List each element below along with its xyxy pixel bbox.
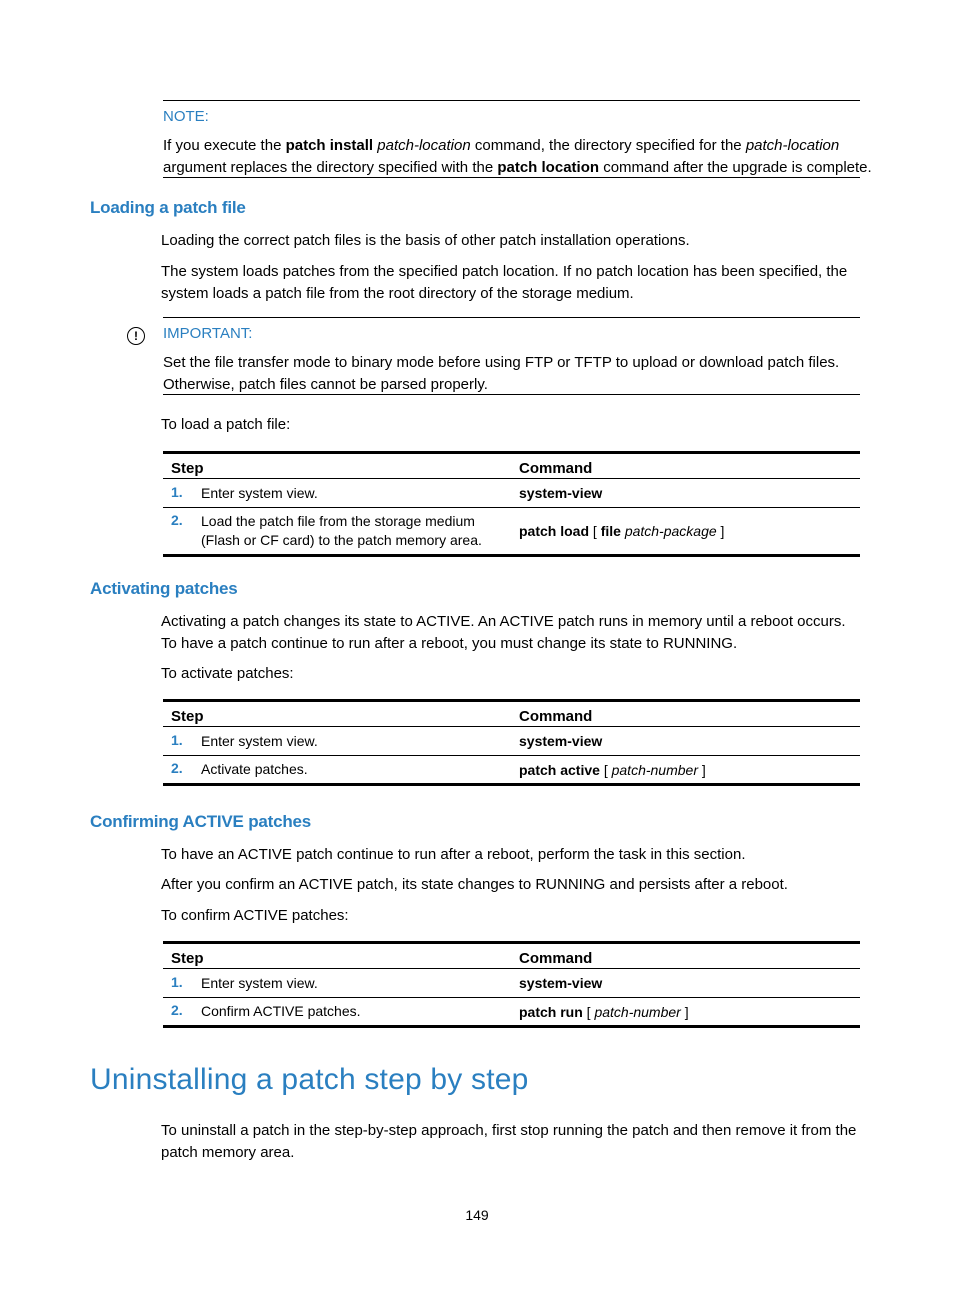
- table-row: [163, 508, 860, 556]
- warning-icon: !: [127, 327, 145, 345]
- table-row: [163, 756, 860, 785]
- section-heading-loading: Loading a patch file: [90, 198, 246, 217]
- command-keyword: file: [600, 523, 621, 539]
- section-heading-activating: Activating patches: [90, 579, 238, 598]
- step-description: Enter system view.: [201, 974, 318, 991]
- step-number: 2.: [171, 1002, 183, 1018]
- confirming-paragraph-1: To have an ACTIVE patch continue to run after a reboot, perform the task in this section.: [161, 846, 746, 863]
- command-bracket: ]: [716, 523, 725, 539]
- loading-paragraph-2: [161, 261, 847, 304]
- command-keyword: patch load: [519, 523, 590, 539]
- step-cell: [163, 727, 511, 756]
- command-keyword: system-view: [519, 485, 603, 501]
- command-keyword: patch active: [519, 761, 600, 778]
- loading-paragraph-1: Loading the correct patch files is the basis of other patch installation operations.: [161, 232, 690, 249]
- command-argument: patch-package: [624, 523, 717, 539]
- column-header-step: Step: [171, 460, 204, 477]
- note-cmd-patch-install: patch install: [285, 137, 374, 154]
- command-cell: [511, 727, 860, 756]
- activating-paragraph-line: Activating a patch changes its state to ACTIVE. An ACTIVE patch runs in memory until a reboot occurs.: [161, 613, 846, 630]
- uninstalling-paragraph-line: patch memory area.: [161, 1143, 295, 1161]
- important-label: IMPORTANT:: [163, 325, 253, 342]
- command-cell: [511, 756, 860, 785]
- step-description: Confirm ACTIVE patches.: [201, 1003, 361, 1019]
- command-cell: [511, 998, 860, 1027]
- table-row: [163, 969, 860, 998]
- column-header-command: Command: [519, 708, 593, 725]
- command-bracket: [: [582, 1003, 595, 1020]
- table-header-row: [163, 453, 860, 479]
- note-box: [163, 108, 860, 125]
- loading-steps-table: [163, 451, 860, 557]
- activating-steps-table: [163, 699, 860, 786]
- command-argument: patch-number: [594, 1003, 681, 1020]
- chapter-heading-uninstalling: Uninstalling a patch step by step: [90, 1063, 529, 1096]
- page-number: 149: [465, 1207, 489, 1223]
- important-text: [163, 352, 839, 395]
- table-row: [163, 479, 860, 508]
- step-number: 2.: [171, 760, 183, 776]
- loading-intro: To load a patch file:: [161, 416, 291, 433]
- command-cell: [511, 969, 860, 998]
- step-cell: [163, 998, 511, 1027]
- column-header-step: Step: [171, 950, 204, 967]
- section-heading-confirming: Confirming ACTIVE patches: [90, 812, 312, 831]
- important-top-rule: [163, 317, 860, 318]
- note-cmd-patch-location: patch location: [497, 158, 600, 176]
- uninstalling-paragraph: [161, 1120, 856, 1163]
- activating-paragraph-1: [161, 611, 846, 654]
- step-number: 1.: [171, 973, 183, 990]
- step-cell: [163, 969, 511, 998]
- column-header-command: Command: [519, 950, 593, 967]
- note-text-part: argument replaces the directory specified with the: [163, 158, 498, 176]
- step-description: Activate patches.: [201, 761, 308, 777]
- step-cell: [163, 756, 511, 785]
- note-arg-patch-location: patch-location: [377, 137, 471, 154]
- command-cell: [511, 508, 860, 556]
- step-description: Enter system view.: [201, 484, 318, 501]
- note-text-part: command, the directory specified for the: [470, 137, 746, 154]
- note-bottom-rule: [163, 177, 860, 178]
- note-top-rule: [163, 100, 860, 101]
- note-arg-patch-location: patch-location: [745, 137, 840, 154]
- step-number: 1.: [171, 731, 183, 748]
- uninstalling-paragraph-line: To uninstall a patch in the step-by-step approach, first stop running the patch and then remove it from the: [161, 1122, 857, 1139]
- command-bracket: [: [599, 761, 612, 778]
- note-text: [163, 135, 872, 178]
- step-description-line: (Flash or CF card) to the patch memory area.: [201, 532, 482, 548]
- important-text-line: Set the file transfer mode to binary mode before using FTP or TFTP to upload or download patch files.: [163, 354, 840, 371]
- command-bracket: ]: [698, 761, 706, 778]
- note-text-part: command after the upgrade is complete.: [599, 158, 872, 176]
- step-number: 1.: [171, 483, 183, 500]
- loading-paragraph-2-line: system loads a patch file from the root directory of the storage medium.: [161, 284, 634, 302]
- important-bottom-rule: [163, 394, 860, 395]
- note-label: NOTE:: [163, 108, 209, 125]
- step-cell: [163, 479, 511, 508]
- important-text-line: Otherwise, patch files cannot be parsed properly.: [163, 375, 488, 393]
- command-argument: patch-number: [611, 761, 698, 778]
- activating-paragraph-line: To have a patch continue to run after a reboot, you must change its state to RUNNING.: [161, 634, 738, 652]
- command-cell: [511, 479, 860, 508]
- command-keyword: system-view: [519, 733, 603, 749]
- note-text-part: If you execute the: [163, 137, 286, 154]
- step-description: [187, 512, 482, 550]
- column-header-command: Command: [519, 460, 593, 477]
- command-bracket: [: [589, 523, 601, 539]
- activating-intro: To activate patches:: [161, 665, 294, 682]
- table-row: [163, 727, 860, 756]
- step-description-line: Load the patch file from the storage medium: [201, 513, 475, 529]
- step-cell: [163, 508, 511, 556]
- table-row: [163, 998, 860, 1027]
- confirming-paragraph-2: After you confirm an ACTIVE patch, its state changes to RUNNING and persists after a reboot.: [161, 876, 788, 893]
- loading-paragraph-2-line: The system loads patches from the specified patch location. If no patch location has been specified, the: [161, 263, 848, 280]
- command-keyword: system-view: [519, 975, 603, 991]
- confirming-steps-table: [163, 941, 860, 1028]
- command-keyword: patch run: [519, 1003, 583, 1020]
- table-header-row: [163, 943, 860, 969]
- table-header-row: [163, 701, 860, 727]
- column-header-step: Step: [171, 708, 204, 725]
- step-description: Enter system view.: [201, 732, 318, 749]
- step-number: 2.: [171, 512, 183, 528]
- confirming-intro: To confirm ACTIVE patches:: [161, 907, 349, 924]
- command-bracket: ]: [680, 1003, 689, 1020]
